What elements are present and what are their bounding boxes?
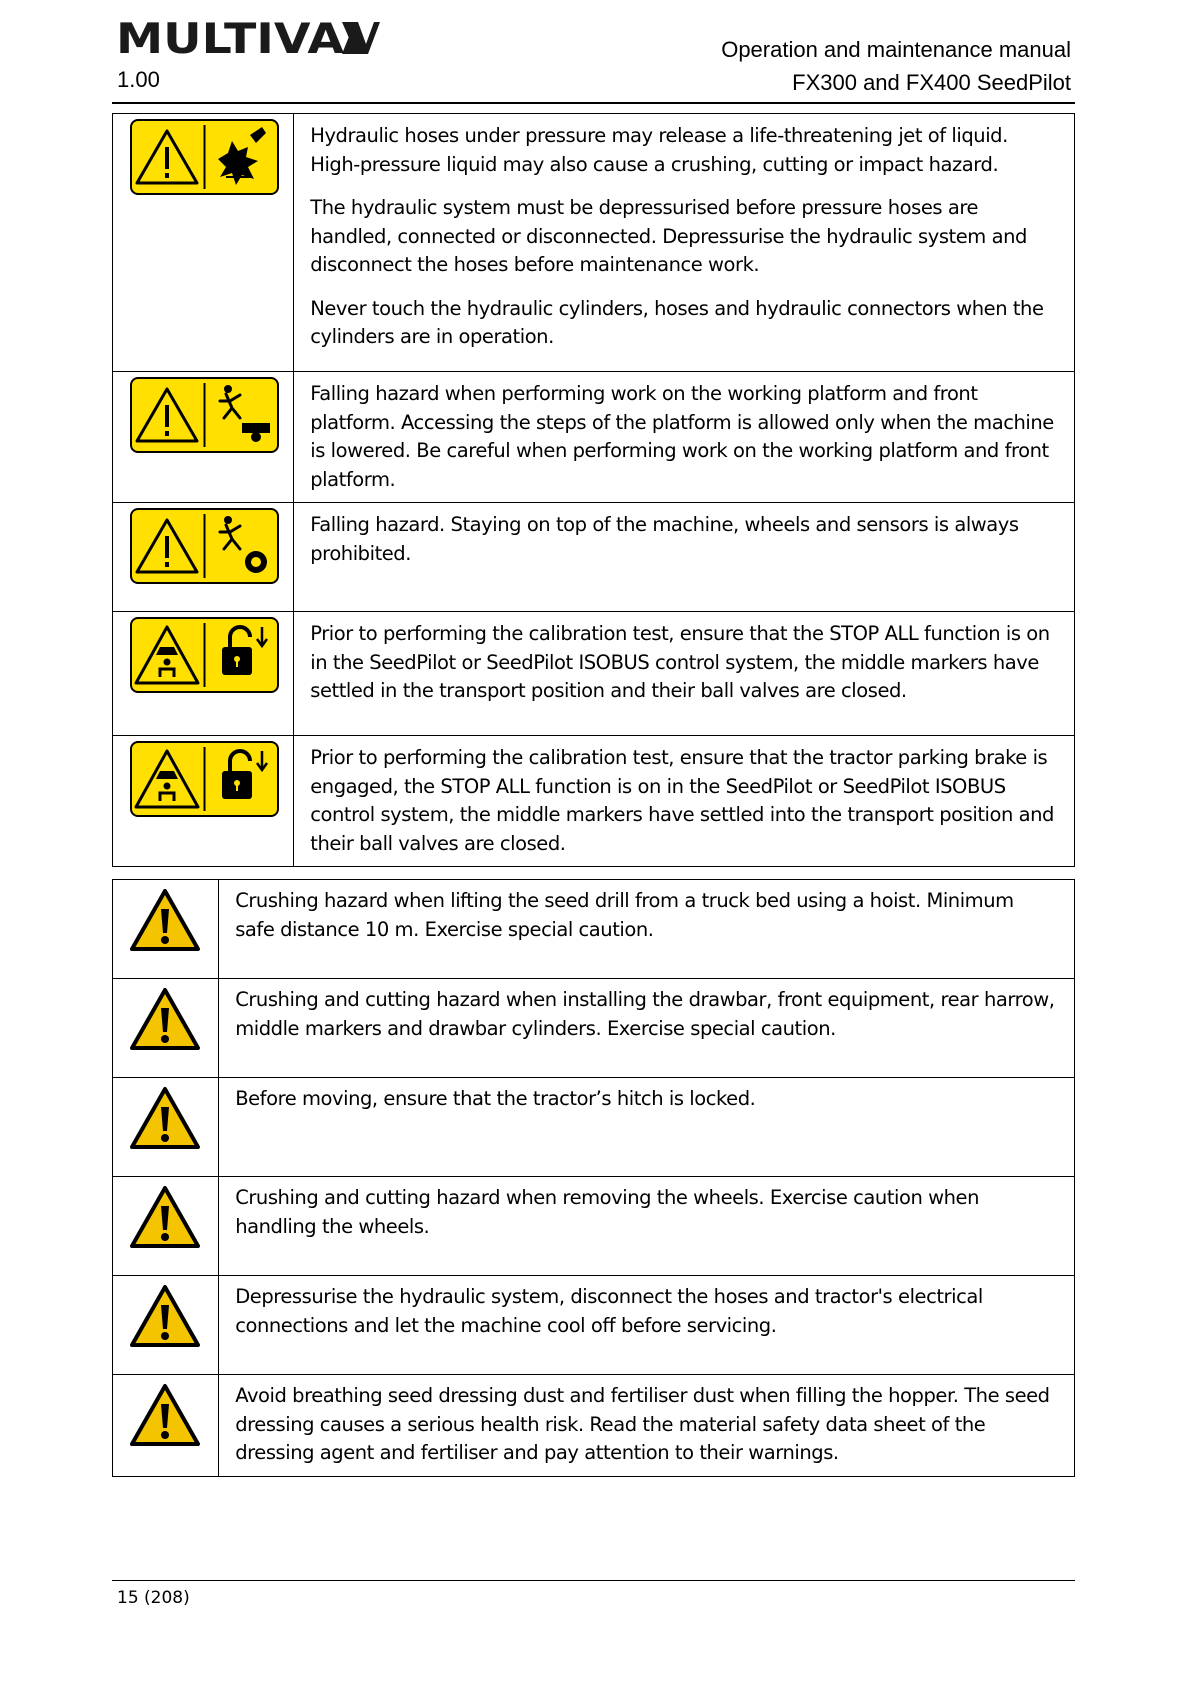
page-number: 15 (208)	[117, 1588, 190, 1608]
icon-cell	[113, 1276, 219, 1375]
warning-triangle-icon	[129, 1184, 201, 1250]
document-version: 1.00	[117, 67, 160, 92]
warning-text-cell	[294, 612, 1075, 736]
table-row	[113, 880, 1075, 979]
warning-triangle-icon	[129, 1283, 201, 1349]
table-row	[113, 979, 1075, 1078]
warning-paragraph: Never touch the hydraulic cylinders, hoses and hydraulic connectors when the cylinders are in operation.	[310, 296, 1044, 348]
document-subtitle: FX300 and FX400 SeedPilot	[792, 70, 1071, 95]
table-row	[113, 1078, 1075, 1177]
warning-triangle-icon	[129, 1382, 201, 1448]
warning-paragraph: Falling hazard. Staying on top of the machine, wheels and sensors is always prohibited.	[310, 513, 1019, 565]
table-row	[113, 503, 1075, 612]
table-row	[113, 612, 1075, 736]
icon-cell	[113, 1177, 219, 1276]
falling-hazard-wheel-sign	[130, 508, 279, 584]
table-row	[113, 114, 1075, 372]
warning-text-cell	[294, 736, 1075, 867]
hydraulic-pressure-hazard-sign	[130, 119, 279, 195]
warning-paragraph: Hydraulic hoses under pressure may release a life-threatening jet of liquid. High-pressure liquid may also cause a crushing, cutting or impact hazard.	[310, 124, 1008, 176]
sign-cell	[113, 612, 294, 736]
crushing-lock-hazard-sign	[130, 617, 279, 693]
warning-paragraph: Falling hazard when performing work on the working platform and front platform. Accessing the steps of the platform is allowed only when the machine is lowered. Be careful when performing work on the working platform and front platform.	[310, 382, 1054, 491]
warning-text-cell	[294, 114, 1075, 372]
table-row	[113, 1276, 1075, 1375]
warning-triangle-icon	[129, 1085, 201, 1151]
sign-cell	[113, 503, 294, 612]
document-title-block	[721, 33, 1071, 99]
table-row	[113, 736, 1075, 867]
safety-signs-table	[112, 113, 1075, 867]
crushing-lock-hazard-sign	[130, 741, 279, 817]
warning-text-cell	[294, 372, 1075, 503]
icon-cell	[113, 1078, 219, 1177]
sign-cell	[113, 736, 294, 867]
table-row	[113, 372, 1075, 503]
warning-text-cell	[294, 503, 1075, 612]
header-rule	[112, 102, 1075, 104]
sign-cell	[113, 372, 294, 503]
document-title: Operation and maintenance manual	[721, 37, 1071, 62]
sign-cell	[113, 114, 294, 372]
icon-cell	[113, 979, 219, 1078]
warning-triangle-icon	[129, 986, 201, 1052]
warning-paragraph: Prior to performing the calibration test, ensure that the tractor parking brake is engaged, the STOP ALL function is on in the SeedPilot or SeedPilot ISOBUS control system, the middle markers have settled into the transport position and their ball valves are closed.	[310, 746, 1054, 855]
icon-cell	[113, 880, 219, 979]
warning-text-cell: Depressurise the hydraulic system, disconnect the hoses and tractor's electrical connections and let the machine cool off before servicing.	[219, 1276, 1075, 1375]
footer-rule	[112, 1580, 1075, 1581]
brand-wordmark: MULTIVA	[116, 20, 345, 56]
warning-text-cell: Before moving, ensure that the tractor’s hitch is locked.	[219, 1078, 1075, 1177]
general-warnings-table	[112, 879, 1075, 1477]
warning-paragraph: The hydraulic system must be depressurised before pressure hoses are handled, connected or disconnected. Depressurise the hydraulic system and disconnect the hoses before maintenance work.	[310, 196, 1027, 276]
warning-text-cell: Crushing and cutting hazard when removing the wheels. Exercise caution when handling the wheels.	[219, 1177, 1075, 1276]
warning-text-cell: Crushing hazard when lifting the seed drill from a truck bed using a hoist. Minimum safe distance 10 m. Exercise special caution.	[219, 880, 1075, 979]
falling-hazard-platform-sign	[130, 377, 279, 453]
warning-text-cell: Avoid breathing seed dressing dust and fertiliser dust when filling the hopper. The seed dressing causes a serious health risk. Read the material safety data sheet of the dressing agent and fertiliser and pay attention to their warnings.	[219, 1375, 1075, 1477]
multiva-logo	[116, 20, 380, 56]
warning-text-cell: Crushing and cutting hazard when installing the drawbar, front equipment, rear harrow, middle markers and drawbar cylinders. Exercise special caution.	[219, 979, 1075, 1078]
table-row	[113, 1177, 1075, 1276]
warning-paragraph: Prior to performing the calibration test, ensure that the STOP ALL function is on in the SeedPilot or SeedPilot ISOBUS control system, the middle markers have settled in the transport position and their ball valves are closed.	[310, 622, 1050, 702]
icon-cell	[113, 1375, 219, 1477]
warning-triangle-icon	[129, 887, 201, 953]
table-row	[113, 1375, 1075, 1477]
